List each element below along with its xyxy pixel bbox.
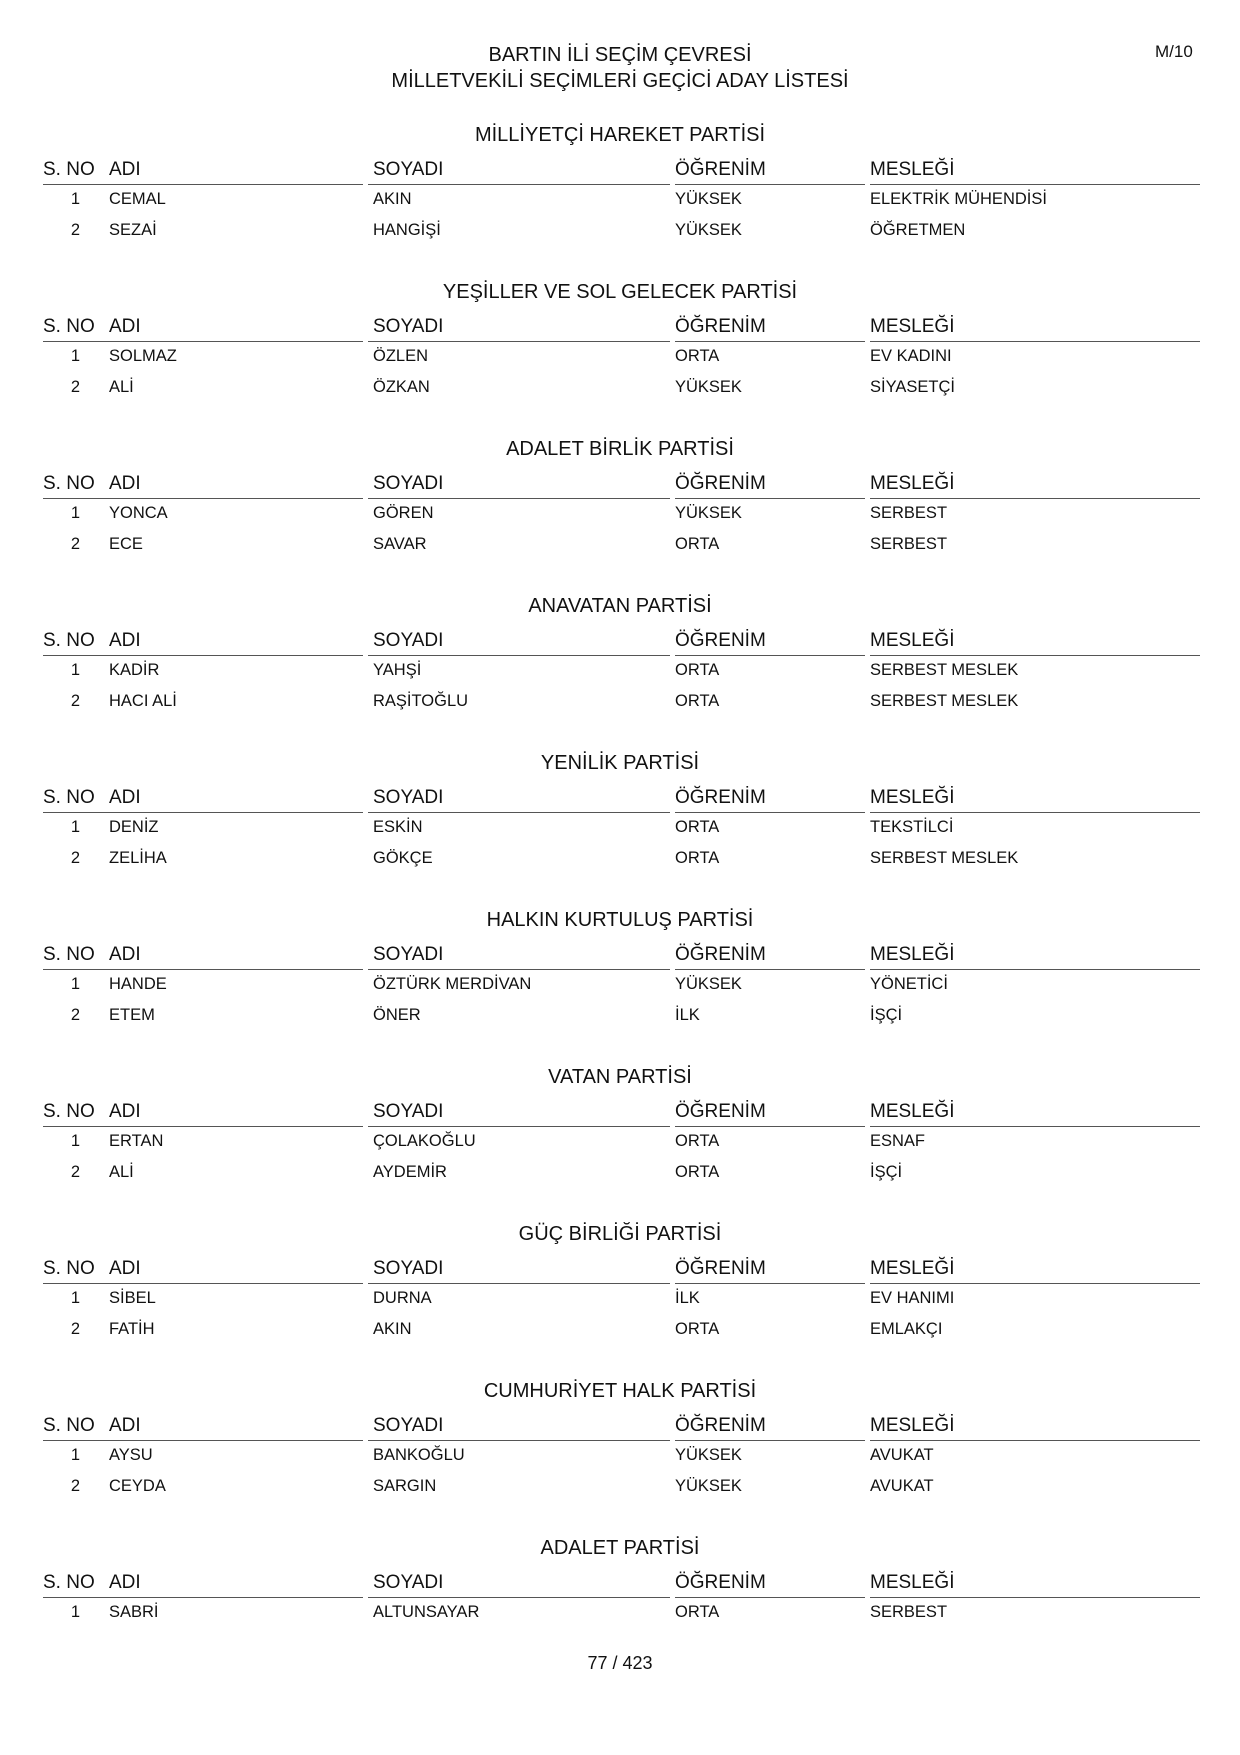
table-header xyxy=(0,786,1240,810)
cell-soyadi: ÖZTÜRK MERDİVAN xyxy=(373,975,532,993)
header-underline xyxy=(43,655,363,656)
cell-soyadi: HANGİŞİ xyxy=(373,221,441,239)
header-soyadi: SOYADI xyxy=(373,159,444,180)
cell-ogrenim: YÜKSEK xyxy=(675,504,742,522)
header-soyadi: SOYADI xyxy=(373,473,444,494)
header-soyadi: SOYADI xyxy=(373,1101,444,1122)
title-line-2: MİLLETVEKİLİ SEÇİMLERİ GEÇİCİ ADAY LİSTESİ xyxy=(391,70,849,92)
cell-adi: CEMAL xyxy=(109,190,166,208)
header-sno: S. NO xyxy=(43,1101,95,1122)
cell-sno: 1 xyxy=(70,1289,80,1307)
header-ogrenim: ÖĞRENİM xyxy=(675,630,766,651)
cell-soyadi: RAŞİTOĞLU xyxy=(373,692,469,710)
cell-adi: KADİR xyxy=(109,661,160,679)
cell-adi: SABRİ xyxy=(109,1603,159,1621)
party-name: GÜÇ BİRLİĞİ PARTİSİ xyxy=(518,1223,722,1245)
header-underline xyxy=(870,1440,1200,1441)
header-underline xyxy=(675,1440,865,1441)
cell-soyadi: ESKİN xyxy=(373,818,423,836)
cell-ogrenim: YÜKSEK xyxy=(675,221,742,239)
cell-adi: SİBEL xyxy=(109,1289,156,1307)
cell-adi: YONCA xyxy=(109,504,168,522)
header-adi: ADI xyxy=(109,473,141,494)
cell-adi: SEZAİ xyxy=(109,221,157,239)
party-section xyxy=(0,436,1240,593)
cell-ogrenim: YÜKSEK xyxy=(675,1446,742,1464)
header-underline xyxy=(368,1440,670,1441)
cell-soyadi: ÇOLAKOĞLU xyxy=(373,1132,476,1150)
cell-sno: 1 xyxy=(70,504,80,522)
cell-sno: 1 xyxy=(70,347,80,365)
cell-sno: 1 xyxy=(70,1446,80,1464)
table-row xyxy=(0,1161,1240,1183)
header-ogrenim: ÖĞRENİM xyxy=(675,1415,766,1436)
cell-meslegi: EMLAKÇI xyxy=(870,1320,943,1338)
header-underline xyxy=(675,812,865,813)
cell-meslegi: AVUKAT xyxy=(870,1446,934,1464)
header-adi: ADI xyxy=(109,1258,141,1279)
cell-ogrenim: YÜKSEK xyxy=(675,975,742,993)
header-underline xyxy=(870,812,1200,813)
header-soyadi: SOYADI xyxy=(373,316,444,337)
cell-ogrenim: İLK xyxy=(675,1289,700,1307)
table-header xyxy=(0,943,1240,967)
party-name: YEŞİLLER VE SOL GELECEK PARTİSİ xyxy=(442,281,798,303)
header-underline xyxy=(675,1597,865,1598)
cell-ogrenim: ORTA xyxy=(675,818,720,836)
header-meslegi: MESLEĞİ xyxy=(870,159,955,180)
header-sno: S. NO xyxy=(43,787,95,808)
cell-sno: 2 xyxy=(70,1006,80,1024)
header-soyadi: SOYADI xyxy=(373,944,444,965)
table-row xyxy=(0,659,1240,681)
header-underline xyxy=(870,1597,1200,1598)
party-section xyxy=(0,907,1240,1064)
cell-ogrenim: YÜKSEK xyxy=(675,378,742,396)
header-adi: ADI xyxy=(109,944,141,965)
header-meslegi: MESLEĞİ xyxy=(870,1415,955,1436)
cell-sno: 2 xyxy=(70,1320,80,1338)
header-underline xyxy=(870,969,1200,970)
header-ogrenim: ÖĞRENİM xyxy=(675,473,766,494)
header-underline xyxy=(368,341,670,342)
party-section xyxy=(0,1378,1240,1535)
header-sno: S. NO xyxy=(43,630,95,651)
cell-adi: ECE xyxy=(109,535,143,553)
cell-meslegi: EV KADINI xyxy=(870,347,952,365)
header-underline xyxy=(675,184,865,185)
cell-ogrenim: ORTA xyxy=(675,535,720,553)
table-header xyxy=(0,1414,1240,1438)
party-name: MİLLİYETÇİ HAREKET PARTİSİ xyxy=(474,124,766,146)
header-sno: S. NO xyxy=(43,1415,95,1436)
header-meslegi: MESLEĞİ xyxy=(870,1572,955,1593)
cell-ogrenim: ORTA xyxy=(675,661,720,679)
header-adi: ADI xyxy=(109,1415,141,1436)
cell-sno: 1 xyxy=(70,818,80,836)
header-underline xyxy=(43,1440,363,1441)
header-adi: ADI xyxy=(109,159,141,180)
header-underline xyxy=(43,969,363,970)
cell-adi: AYSU xyxy=(109,1446,153,1464)
cell-adi: HACI ALİ xyxy=(109,692,177,710)
table-row xyxy=(0,1475,1240,1497)
party-name: HALKIN KURTULUŞ PARTİSİ xyxy=(486,909,754,931)
header-underline xyxy=(675,969,865,970)
cell-soyadi: GÖKÇE xyxy=(373,849,433,867)
header-underline xyxy=(675,341,865,342)
cell-soyadi: DURNA xyxy=(373,1289,432,1307)
cell-ogrenim: İLK xyxy=(675,1006,700,1024)
cell-sno: 2 xyxy=(70,849,80,867)
cell-soyadi: ÖZLEN xyxy=(373,347,429,365)
cell-adi: DENİZ xyxy=(109,818,159,836)
header-underline xyxy=(43,1126,363,1127)
cell-sno: 1 xyxy=(70,975,80,993)
cell-sno: 1 xyxy=(70,1603,80,1621)
header-adi: ADI xyxy=(109,1572,141,1593)
header-meslegi: MESLEĞİ xyxy=(870,473,955,494)
table-row xyxy=(0,847,1240,869)
header-meslegi: MESLEĞİ xyxy=(870,630,955,651)
cell-ogrenim: ORTA xyxy=(675,692,720,710)
header-underline xyxy=(368,1126,670,1127)
cell-ogrenim: ORTA xyxy=(675,1132,720,1150)
header-ogrenim: ÖĞRENİM xyxy=(675,1258,766,1279)
cell-ogrenim: ORTA xyxy=(675,1163,720,1181)
table-header xyxy=(0,1100,1240,1124)
document-title xyxy=(0,42,1240,94)
table-row xyxy=(0,533,1240,555)
cell-sno: 1 xyxy=(70,190,80,208)
header-soyadi: SOYADI xyxy=(373,787,444,808)
header-meslegi: MESLEĞİ xyxy=(870,787,955,808)
header-underline xyxy=(675,655,865,656)
header-adi: ADI xyxy=(109,316,141,337)
party-section xyxy=(0,593,1240,750)
table-row xyxy=(0,1287,1240,1309)
cell-sno: 2 xyxy=(70,1163,80,1181)
party-name: ADALET BİRLİK PARTİSİ xyxy=(506,438,734,460)
cell-soyadi: BANKOĞLU xyxy=(373,1446,465,1464)
header-ogrenim: ÖĞRENİM xyxy=(675,1572,766,1593)
cell-meslegi: SERBEST xyxy=(870,535,948,553)
header-underline xyxy=(870,1283,1200,1284)
header-underline xyxy=(368,812,670,813)
header-sno: S. NO xyxy=(43,944,95,965)
cell-sno: 2 xyxy=(70,378,80,396)
cell-sno: 2 xyxy=(70,1477,80,1495)
cell-soyadi: AYDEMİR xyxy=(373,1163,447,1181)
cell-sno: 2 xyxy=(70,221,80,239)
table-row xyxy=(0,345,1240,367)
table-row xyxy=(0,690,1240,712)
header-underline xyxy=(675,1283,865,1284)
cell-adi: SOLMAZ xyxy=(109,347,177,365)
cell-adi: ERTAN xyxy=(109,1132,164,1150)
table-row xyxy=(0,1130,1240,1152)
header-adi: ADI xyxy=(109,630,141,651)
table-row xyxy=(0,219,1240,241)
header-sno: S. NO xyxy=(43,473,95,494)
cell-soyadi: SARGIN xyxy=(373,1477,437,1495)
header-underline xyxy=(43,184,363,185)
cell-adi: ZELİHA xyxy=(109,849,167,867)
table-row xyxy=(0,816,1240,838)
cell-meslegi: İŞÇİ xyxy=(870,1163,903,1181)
cell-meslegi: YÖNETİCİ xyxy=(870,975,948,993)
table-header xyxy=(0,158,1240,182)
header-underline xyxy=(675,1126,865,1127)
header-meslegi: MESLEĞİ xyxy=(870,316,955,337)
header-sno: S. NO xyxy=(43,1258,95,1279)
header-adi: ADI xyxy=(109,1101,141,1122)
header-ogrenim: ÖĞRENİM xyxy=(675,316,766,337)
cell-adi: HANDE xyxy=(109,975,167,993)
table-row xyxy=(0,1318,1240,1340)
header-underline xyxy=(43,812,363,813)
cell-adi: FATİH xyxy=(109,1320,155,1338)
cell-meslegi: EV HANIMI xyxy=(870,1289,955,1307)
cell-meslegi: ELEKTRİK MÜHENDİSİ xyxy=(870,190,1047,208)
header-underline xyxy=(870,498,1200,499)
party-name: ADALET PARTİSİ xyxy=(540,1537,700,1559)
header-underline xyxy=(368,184,670,185)
cell-adi: ALİ xyxy=(109,1163,134,1181)
page-code: M/10 xyxy=(1155,42,1193,61)
cell-ogrenim: YÜKSEK xyxy=(675,190,742,208)
cell-meslegi: SERBEST MESLEK xyxy=(870,849,1019,867)
cell-meslegi: SERBEST MESLEK xyxy=(870,692,1019,710)
cell-adi: ETEM xyxy=(109,1006,155,1024)
header-soyadi: SOYADI xyxy=(373,1415,444,1436)
header-soyadi: SOYADI xyxy=(373,1258,444,1279)
header-ogrenim: ÖĞRENİM xyxy=(675,1101,766,1122)
page-number: 77 / 423 xyxy=(587,1653,653,1673)
cell-soyadi: GÖREN xyxy=(373,504,434,522)
header-meslegi: MESLEĞİ xyxy=(870,1101,955,1122)
cell-meslegi: ESNAF xyxy=(870,1132,926,1150)
cell-ogrenim: ORTA xyxy=(675,1603,720,1621)
header-meslegi: MESLEĞİ xyxy=(870,944,955,965)
party-sections xyxy=(0,122,1240,1692)
cell-ogrenim: ORTA xyxy=(675,347,720,365)
cell-meslegi: SİYASETÇİ xyxy=(870,378,955,396)
header-sno: S. NO xyxy=(43,159,95,180)
cell-meslegi: SERBEST xyxy=(870,504,948,522)
table-header xyxy=(0,1257,1240,1281)
cell-meslegi: SERBEST MESLEK xyxy=(870,661,1019,679)
cell-meslegi: SERBEST xyxy=(870,1603,948,1621)
cell-ogrenim: ORTA xyxy=(675,1320,720,1338)
party-name: VATAN PARTİSİ xyxy=(548,1066,692,1088)
cell-sno: 1 xyxy=(70,661,80,679)
cell-meslegi: ÖĞRETMEN xyxy=(870,221,966,239)
party-section xyxy=(0,122,1240,279)
cell-sno: 2 xyxy=(70,692,80,710)
header-underline xyxy=(368,655,670,656)
header-meslegi: MESLEĞİ xyxy=(870,1258,955,1279)
header-underline xyxy=(870,184,1200,185)
header-ogrenim: ÖĞRENİM xyxy=(675,159,766,180)
table-row xyxy=(0,188,1240,210)
table-row xyxy=(0,502,1240,524)
table-header xyxy=(0,629,1240,653)
party-name: CUMHURİYET HALK PARTİSİ xyxy=(483,1380,757,1402)
cell-soyadi: ALTUNSAYAR xyxy=(373,1603,480,1621)
header-underline xyxy=(43,498,363,499)
title-line-1: BARTIN İLİ SEÇİM ÇEVRESİ xyxy=(488,44,752,66)
party-section xyxy=(0,1221,1240,1378)
header-underline xyxy=(368,1597,670,1598)
cell-soyadi: YAHŞİ xyxy=(373,661,422,679)
cell-meslegi: İŞÇİ xyxy=(870,1006,903,1024)
header-ogrenim: ÖĞRENİM xyxy=(675,787,766,808)
cell-ogrenim: ORTA xyxy=(675,849,720,867)
header-underline xyxy=(870,341,1200,342)
party-name: ANAVATAN PARTİSİ xyxy=(528,595,712,617)
cell-soyadi: AKIN xyxy=(373,190,412,208)
party-section xyxy=(0,1064,1240,1221)
cell-adi: ALİ xyxy=(109,378,134,396)
header-adi: ADI xyxy=(109,787,141,808)
table-row xyxy=(0,973,1240,995)
header-underline xyxy=(368,1283,670,1284)
table-row xyxy=(0,1601,1240,1623)
cell-ogrenim: YÜKSEK xyxy=(675,1477,742,1495)
header-underline xyxy=(43,1283,363,1284)
header-underline xyxy=(368,969,670,970)
table-header xyxy=(0,1571,1240,1595)
header-underline xyxy=(675,498,865,499)
header-sno: S. NO xyxy=(43,1572,95,1593)
table-header xyxy=(0,472,1240,496)
party-section xyxy=(0,279,1240,436)
party-section xyxy=(0,750,1240,907)
header-underline xyxy=(368,498,670,499)
cell-soyadi: ÖZKAN xyxy=(373,378,430,396)
header-soyadi: SOYADI xyxy=(373,1572,444,1593)
cell-sno: 2 xyxy=(70,535,80,553)
table-row xyxy=(0,1444,1240,1466)
header-underline xyxy=(43,341,363,342)
header-soyadi: SOYADI xyxy=(373,630,444,651)
cell-soyadi: AKIN xyxy=(373,1320,412,1338)
cell-sno: 1 xyxy=(70,1132,80,1150)
header-sno: S. NO xyxy=(43,316,95,337)
cell-soyadi: ÖNER xyxy=(373,1006,421,1024)
header-ogrenim: ÖĞRENİM xyxy=(675,944,766,965)
header-underline xyxy=(870,1126,1200,1127)
cell-meslegi: TEKSTİLCİ xyxy=(870,818,954,836)
table-row xyxy=(0,1004,1240,1026)
cell-adi: CEYDA xyxy=(109,1477,166,1495)
header-underline xyxy=(43,1597,363,1598)
cell-soyadi: SAVAR xyxy=(373,535,427,553)
header-underline xyxy=(870,655,1200,656)
table-header xyxy=(0,315,1240,339)
party-name: YENİLİK PARTİSİ xyxy=(540,752,700,774)
table-row xyxy=(0,376,1240,398)
cell-meslegi: AVUKAT xyxy=(870,1477,934,1495)
